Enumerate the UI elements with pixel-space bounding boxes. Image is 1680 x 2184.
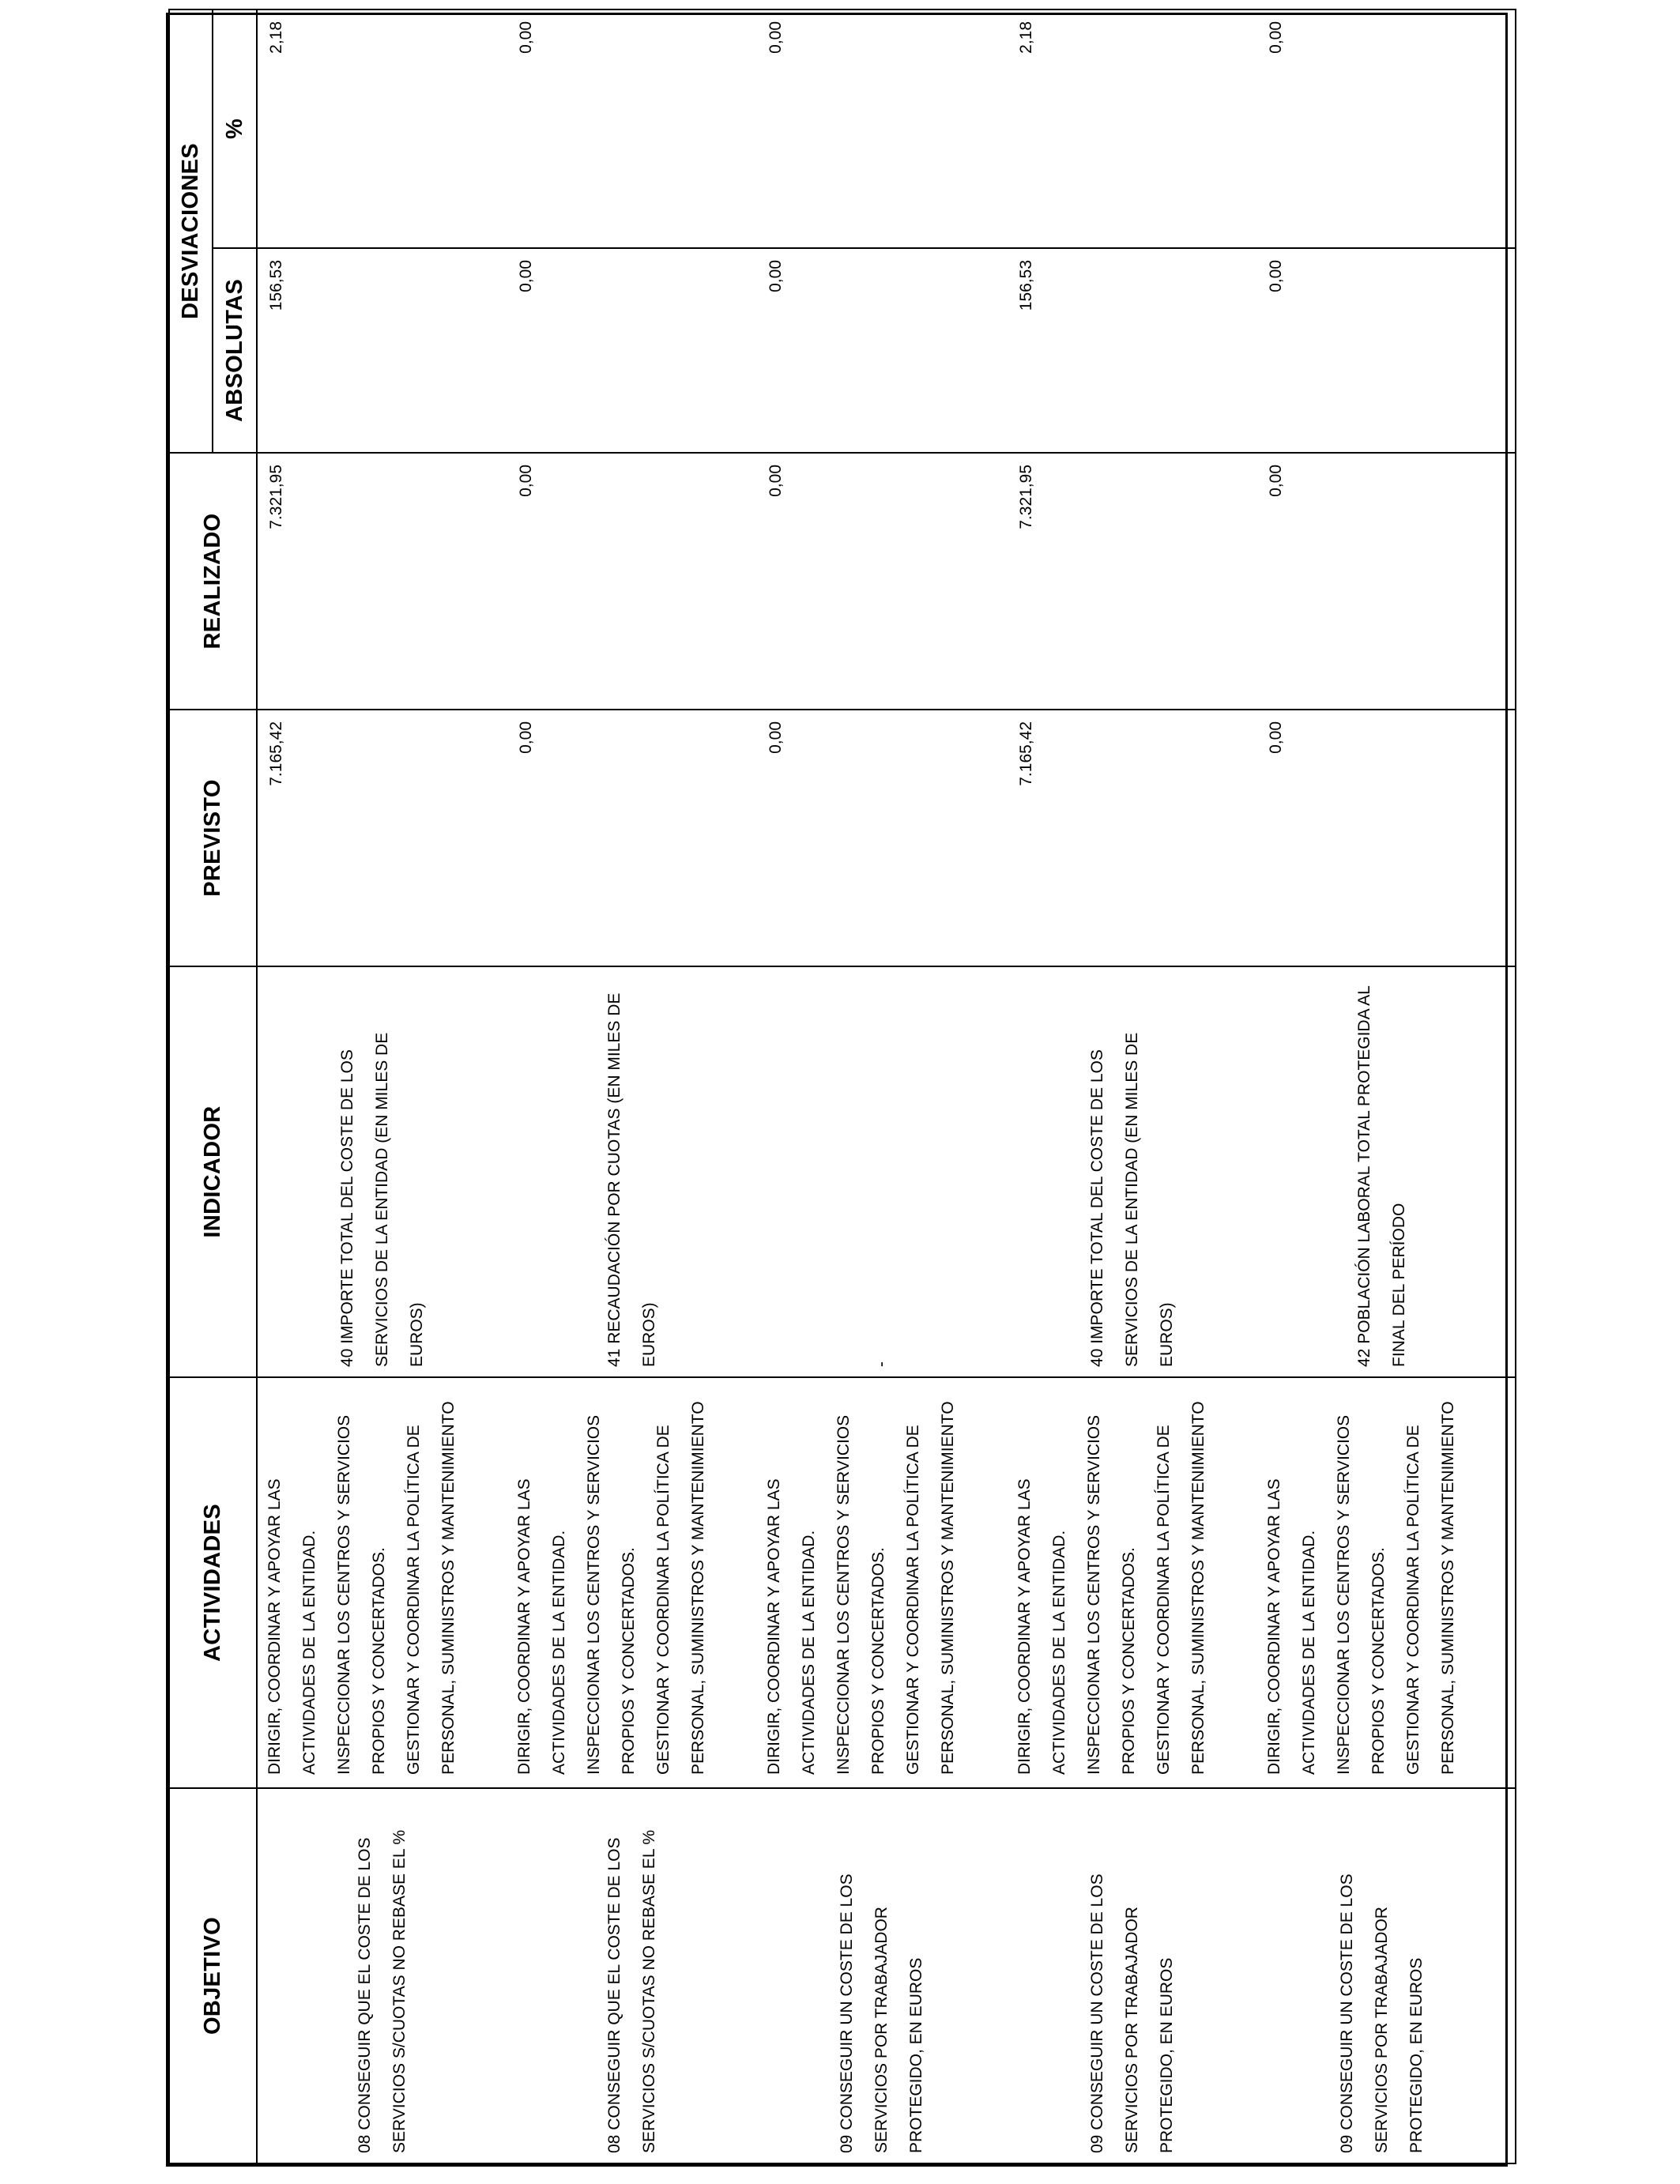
objetivo-cell — [507, 1798, 757, 2153]
objetivo-column — [257, 1788, 1516, 2163]
porcentaje-cell — [1265, 21, 1515, 247]
actividad-line: DIRIGIR, COORDINAR Y APOYAR LAS ACTIVIDADES DE LA ENTIDAD. — [1015, 1478, 1068, 1775]
previsto-cell-text: 0,00 — [1266, 721, 1285, 754]
previsto-cell — [765, 721, 1015, 966]
indicador-cell-text: 40 IMPORTE TOTAL DEL COSTE DE LOS SERVICIOS DE LA ENTIDAD (EN MILES DE EUROS) — [338, 1032, 427, 1367]
realizado-cell — [1015, 465, 1265, 709]
previsto-cell — [1015, 721, 1265, 966]
absolutas-cell-text: 0,00 — [1266, 260, 1285, 292]
absolutas-cell — [1265, 260, 1515, 452]
previsto-cell-text: 0,00 — [767, 721, 785, 754]
actividad-line: INSPECCIONAR LOS CENTROS Y SERVICIOS PROPIOS Y CONCERTADOS. — [1084, 1414, 1138, 1775]
objetivo-cell-text: 09 CONSEGUIR UN COSTE DE LOS SERVICIOS POR TRABAJADOR PROTEGIDO, EN EUROS — [1087, 1873, 1176, 2153]
indicador-cell — [507, 975, 757, 1367]
header-indicador: INDICADOR — [169, 966, 257, 1377]
actividades-cell — [757, 1386, 1007, 1775]
indicador-cell — [757, 975, 1007, 1367]
actividades-cell — [258, 1386, 507, 1775]
previsto-cell-text: 7.165,42 — [267, 721, 285, 786]
table-body — [257, 9, 1516, 2163]
realizado-cell-text: 0,00 — [517, 465, 536, 497]
indicador-cell-text: - — [872, 1361, 891, 1367]
actividad-line: GESTIONAR Y COORDINAR LA POLÍTICA DE PERSONAL, SUMINISTROS Y MANTENIMIENTO — [1154, 1401, 1207, 1775]
porcentaje-cell — [266, 21, 515, 247]
objetivo-cell-text: 08 CONSEGUIR QUE EL COSTE DE LOS SERVICIOS S/CUOTAS NO REBASE EL % — [605, 1829, 659, 2153]
indicador-cell — [1257, 975, 1507, 1367]
realizado-cell-text: 7.321,95 — [1016, 465, 1035, 529]
objetivo-cell — [1257, 1798, 1507, 2153]
header-objetivo: OBJETIVO — [169, 1788, 257, 2163]
actividad-line: GESTIONAR Y COORDINAR LA POLÍTICA DE PERSONAL, SUMINISTROS Y MANTENIMIENTO — [405, 1401, 458, 1775]
realizado-column — [257, 453, 1516, 710]
indicador-cell — [1008, 975, 1257, 1367]
absolutas-cell — [765, 260, 1015, 452]
previsto-cell-text: 7.165,42 — [1016, 721, 1035, 786]
header-realizado: REALIZADO — [169, 453, 257, 710]
actividades-cell — [1008, 1386, 1257, 1775]
objetivo-cell — [757, 1798, 1007, 2153]
absolutas-cell — [515, 260, 765, 452]
indicador-cell-text: 41 RECAUDACIÓN POR CUOTAS (EN MILES DE EUROS) — [605, 992, 659, 1367]
absolutas-cell-text: 156,53 — [1016, 260, 1035, 311]
absolutas-column — [257, 248, 1516, 453]
actividad-line: GESTIONAR Y COORDINAR LA POLÍTICA DE PERSONAL, SUMINISTROS Y MANTENIMIENTO — [904, 1401, 958, 1775]
porcentaje-cell-text: 2,18 — [1016, 21, 1035, 54]
porcentaje-cell — [765, 21, 1015, 247]
realizado-cell-text: 7.321,95 — [267, 465, 285, 529]
absolutas-cell-text: 0,00 — [517, 260, 536, 292]
previsto-cell — [266, 721, 515, 966]
realizado-cell — [1265, 465, 1515, 709]
indicador-cell-text: 42 POBLACIÓN LABORAL TOTAL PROTEGIDA AL FINAL DEL PERÍODO — [1354, 985, 1408, 1367]
actividad-line: DIRIGIR, COORDINAR Y APOYAR LAS ACTIVIDADES DE LA ENTIDAD. — [765, 1478, 819, 1775]
actividad-line: DIRIGIR, COORDINAR Y APOYAR LAS ACTIVIDADES DE LA ENTIDAD. — [515, 1478, 569, 1775]
actividades-cell — [507, 1386, 757, 1775]
table-body-row — [257, 9, 1516, 2163]
absolutas-cell — [1015, 260, 1265, 452]
actividades-column — [257, 1377, 1516, 1788]
indicador-column — [257, 966, 1516, 1377]
objetivo-cell-text: 09 CONSEGUIR UN COSTE DE LOS SERVICIOS POR TRABAJADOR PROTEGIDO, EN EUROS — [838, 1873, 926, 2153]
header-previsto: PREVISTO — [169, 710, 257, 966]
indicador-cell — [258, 975, 507, 1367]
absolutas-cell-text: 156,53 — [267, 260, 285, 311]
header-porcentaje: % — [213, 9, 257, 248]
previsto-cell — [515, 721, 765, 966]
objectives-table — [166, 13, 1508, 2167]
realizado-cell-text: 0,00 — [1266, 465, 1285, 497]
realizado-cell-text: 0,00 — [767, 465, 785, 497]
porcentaje-cell-text: 0,00 — [517, 21, 536, 54]
actividad-line: DIRIGIR, COORDINAR Y APOYAR LAS ACTIVIDADES DE LA ENTIDAD. — [266, 1478, 318, 1775]
objetivo-cell-text: 09 CONSEGUIR UN COSTE DE LOS SERVICIOS POR TRABAJADOR PROTEGIDO, EN EUROS — [1337, 1873, 1426, 2153]
previsto-cell — [1265, 721, 1515, 966]
objetivo-cell — [1008, 1798, 1257, 2153]
porcentaje-cell-text: 0,00 — [1266, 21, 1285, 54]
porcentaje-cell-text: 0,00 — [767, 21, 785, 54]
actividad-line: DIRIGIR, COORDINAR Y APOYAR LAS ACTIVIDADES DE LA ENTIDAD. — [1264, 1478, 1318, 1775]
actividad-line: INSPECCIONAR LOS CENTROS Y SERVICIOS PROPIOS Y CONCERTADOS. — [1334, 1414, 1388, 1775]
realizado-cell — [765, 465, 1015, 709]
header-absolutas: ABSOLUTAS — [213, 248, 257, 453]
porcentaje-column — [257, 9, 1516, 248]
actividad-line: INSPECCIONAR LOS CENTROS Y SERVICIOS PROPIOS Y CONCERTADOS. — [585, 1414, 638, 1775]
realizado-cell — [266, 465, 515, 709]
header-desviaciones: DESVIACIONES — [169, 9, 213, 453]
actividades-cell — [1257, 1386, 1507, 1775]
actividad-line: GESTIONAR Y COORDINAR LA POLÍTICA DE PERSONAL, SUMINISTROS Y MANTENIMIENTO — [1403, 1401, 1457, 1775]
objetivo-cell-text: 08 CONSEGUIR QUE EL COSTE DE LOS SERVICIOS S/CUOTAS NO REBASE EL % — [356, 1829, 409, 2153]
header-actividades: ACTIVIDADES — [169, 1377, 257, 1788]
realizado-cell — [515, 465, 765, 709]
porcentaje-cell-text: 2,18 — [267, 21, 285, 54]
absolutas-cell-text: 0,00 — [767, 260, 785, 292]
actividad-line: INSPECCIONAR LOS CENTROS Y SERVICIOS PROPIOS Y CONCERTADOS. — [834, 1414, 888, 1775]
indicador-cell-text: 40 IMPORTE TOTAL DEL COSTE DE LOS SERVICIOS DE LA ENTIDAD (EN MILES DE EUROS) — [1087, 1032, 1176, 1367]
previsto-cell-text: 0,00 — [517, 721, 536, 754]
objectives-grid — [168, 9, 1516, 2164]
porcentaje-cell — [515, 21, 765, 247]
porcentaje-cell — [1015, 21, 1265, 247]
previsto-column — [257, 710, 1516, 966]
absolutas-cell — [266, 260, 515, 452]
objetivo-cell — [258, 1798, 507, 2153]
actividad-line: GESTIONAR Y COORDINAR LA POLÍTICA DE PERSONAL, SUMINISTROS Y MANTENIMIENTO — [654, 1401, 708, 1775]
actividad-line: INSPECCIONAR LOS CENTROS Y SERVICIOS PROPIOS Y CONCERTADOS. — [335, 1414, 388, 1775]
